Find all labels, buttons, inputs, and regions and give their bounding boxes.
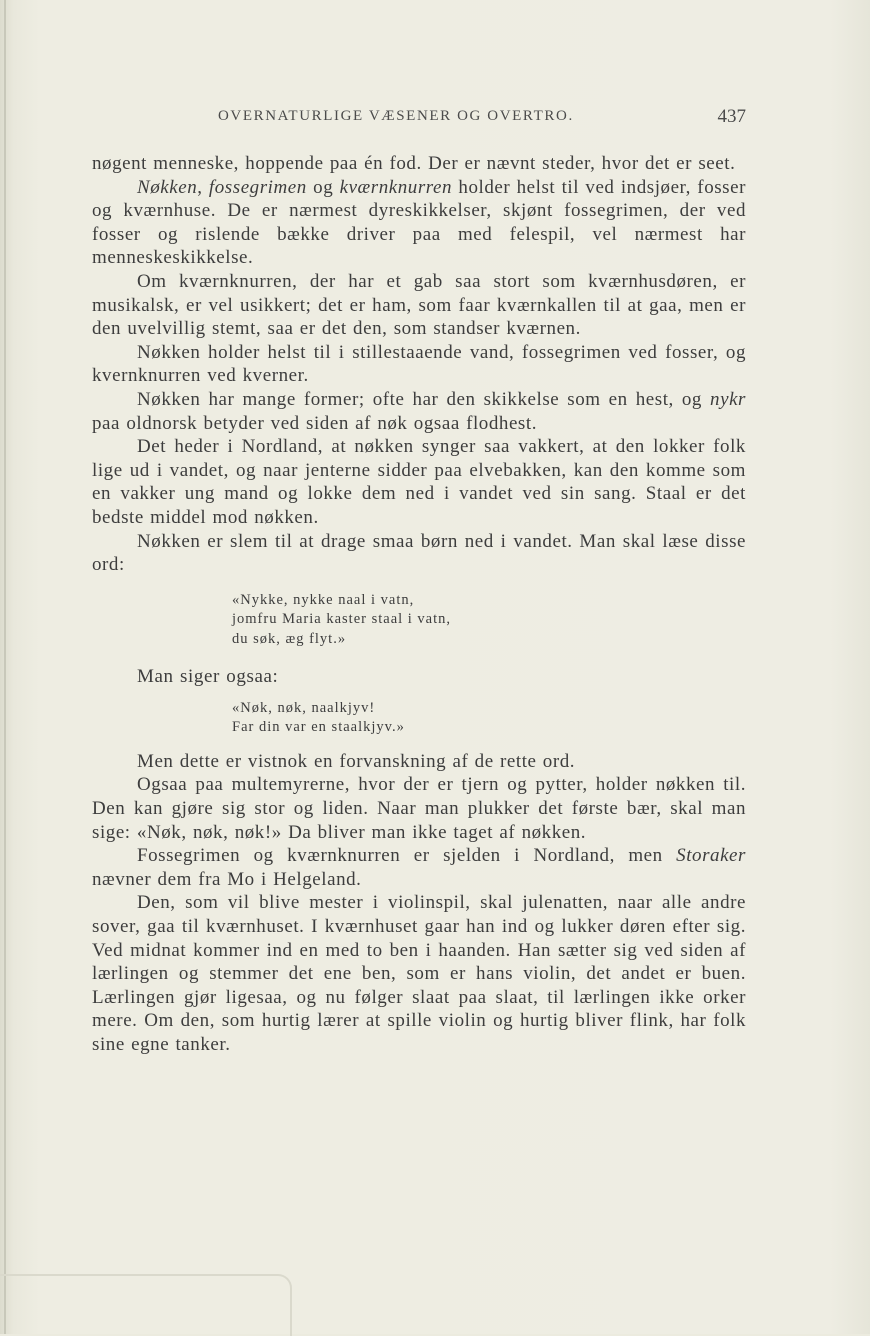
paragraph-11 <box>92 844 746 891</box>
running-header <box>92 108 746 132</box>
verse-2-line-1: «Nøk, nøk, naalkjyv! <box>232 699 376 716</box>
verse-2-line-2: Far din var en staalkjyv.» <box>232 719 405 736</box>
verse-1-line-3: du søk, æg flyt.» <box>232 630 347 647</box>
paragraph-8: Man siger ogsaa: <box>137 666 279 688</box>
paragraph-4: Nøkken holder helst til i stillestaaende vand, fossegrimen ved fosser, og kvernknurren ved kverner. <box>92 341 746 387</box>
paragraph-9: Men dette er vistnok en forvanskning af de rette ord. <box>137 750 576 772</box>
term-nokken: Nøkken <box>137 176 198 198</box>
verse-1 <box>232 591 746 650</box>
body-text <box>92 152 746 1057</box>
paragraph-5 <box>92 388 746 435</box>
paragraph-2-sep-1: , <box>197 176 209 198</box>
page-fold-mark <box>0 1274 292 1336</box>
paragraph-11-a: Fossegrimen og kværnknurren er sjelden i Nordland, men <box>137 845 677 867</box>
verse-2 <box>232 699 746 738</box>
paragraph-10: Ogsaa paa multemyrerne, hvor der er tjern og pytter, holder nøkken til. Den kan gjøre sig stor og liden. Naar man plukker det første bær, skal man sige: «Nøk, nøk, nøk!» Da bliver man ikke taget af nøkken. <box>92 774 746 843</box>
paragraph-2-sep-2: og <box>306 176 340 198</box>
paragraph-5-b: paa oldnorsk betyder ved siden af nøk ogsaa flodhest. <box>92 412 538 434</box>
binding-edge <box>4 0 6 1334</box>
term-fossegrimen: fossegrimen <box>208 176 307 198</box>
running-title: OVERNATURLIGE VÆSENER OG OVERTRO. <box>218 108 574 124</box>
verse-1-line-1: «Nykke, nykke naal i vatn, <box>232 591 415 608</box>
paragraph-7: Nøkken er slem til at drage smaa børn ned i vandet. Man skal læse disse ord: <box>92 530 746 576</box>
paragraph-12: Den, som vil blive mester i violinspil, skal julenatten, naar alle andre sover, gaa til kværnhuset. I kværnhuset gaar han ind og lukker døren efter sig. Ved midnat kommer ind en med to ben i haanden. Han sætter sig ved siden af lærlingen og stemmer det ene ben, som er hans violin, det andet er buen. Lærlingen gjør ligesaa, og nu følger slaat paa slaat, til lærlingen ikke orker mere. Om den, som hurtig lærer at spille violin og hurtig bliver flink, har folk sine egne tanker. <box>92 892 746 1055</box>
paragraph-6: Det heder i Nordland, at nøkken synger saa vakkert, at den lokker folk lige ud i vandet, og naar jenterne sidder paa elvebakken, kan den komme som en vakker ung mand og lokke dem ned i vandet ved sin sang. Staal er det bedste middel mod nøkken. <box>92 436 746 528</box>
term-nykr: nykr <box>710 388 746 410</box>
paragraph-1: nøgent menneske, hoppende paa én fod. Der er nævnt steder, hvor det er seet. <box>92 153 736 174</box>
term-kvaernknurren: kværnknurren <box>339 176 453 198</box>
paragraph-2-rest: holder helst til ved indsjøer, fosser og kværnhuse. De er nærmest dyreskikkelser, skjønt fossegrimen, der ved fosser og rislende bække driver paa med felespil, vel nærmest har menneskeskikkelse. <box>92 176 746 269</box>
page-number: 437 <box>717 106 746 127</box>
verse-1-line-2: jomfru Maria kaster staal i vatn, <box>232 611 452 628</box>
paragraph-5-a: Nøkken har mange former; ofte har den skikkelse som en hest, og <box>137 388 711 410</box>
paragraph-2 <box>92 176 746 270</box>
paragraph-3: Om kværnknurren, der har et gab saa stort som kværnhusdøren, er musikalsk, er vel usikkert; det er ham, som faar kværnkallen til at gaa, men er den uvelvillig stemt, saa er det den, som standser kværnen. <box>92 270 746 340</box>
name-storaker: Storaker <box>676 845 746 867</box>
paragraph-11-b: nævner dem fra Mo i Helgeland. <box>92 868 362 890</box>
